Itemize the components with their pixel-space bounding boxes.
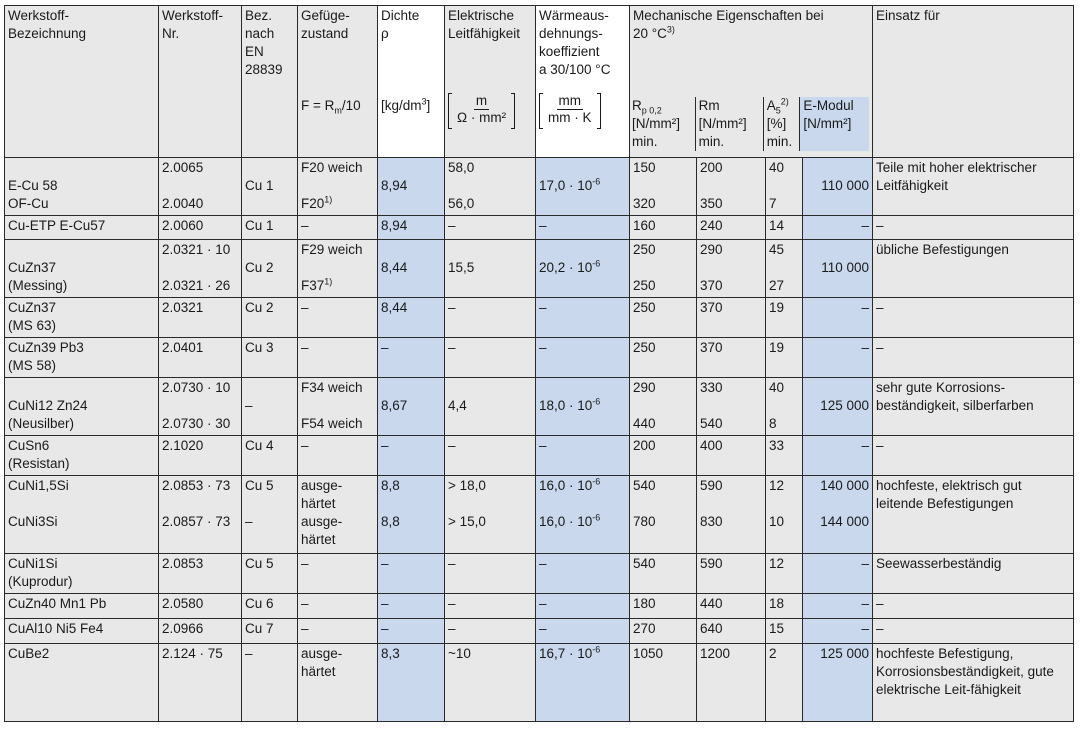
cell-werkstoff-nr: 2.0401 (159, 338, 242, 378)
cell-bezeichnung: CuZn37 (Messing) (5, 240, 159, 298)
cell-einsatz: hochfeste Befestigung, Korrosionsbeständigkeit, gute elektrische Leit-fähigkeit (873, 644, 1074, 722)
cell-einsatz: – (873, 619, 1074, 644)
cell-emodul: – (803, 619, 873, 644)
cell-werkstoff-nr: 2.0321 (159, 298, 242, 338)
table-row (5, 619, 1074, 644)
cell-werkstoff-nr: 2.124 · 75 (159, 644, 242, 722)
cell-rp: 250 250 (630, 240, 697, 298)
table-row (5, 594, 1074, 619)
cell-leitfaehigkeit: 15,5 (445, 240, 536, 298)
cell-bez-en: Cu 4 (242, 436, 298, 476)
cell-waermeausdehnung: $18,0 \cdot 10^{-6}$ (536, 378, 630, 436)
cell-bezeichnung: CuAl10 Ni5 Fe4 (5, 619, 159, 644)
cell-werkstoff-nr: 2.0853 · 73 2.0857 · 73 (159, 476, 242, 554)
cell-leitfaehigkeit: – (445, 594, 536, 619)
cell-einsatz: – (873, 436, 1074, 476)
cell-bezeichnung: E-Cu 58 OF-Cu (5, 158, 159, 216)
table-row (5, 476, 1074, 554)
cell-waermeausdehnung: $16,7 \cdot 10^{-6}$ (536, 644, 630, 722)
cell-emodul: – (803, 338, 873, 378)
cell-a5: 18 (766, 594, 803, 619)
table-row (5, 158, 1074, 216)
cell-einsatz: – (873, 594, 1074, 619)
cell-leitfaehigkeit: – (445, 338, 536, 378)
cell-waermeausdehnung: – (536, 436, 630, 476)
cell-rm: 400 (697, 436, 766, 476)
header-einsatz: Einsatz für (873, 6, 1074, 158)
header-a5: $A_5^{2)}$ [%] min. (763, 97, 800, 151)
cell-rp: 180 (630, 594, 697, 619)
header-rp: $R_{p 0,2}$ [N/mm²] min. (630, 97, 696, 151)
cell-einsatz: – (873, 216, 1074, 240)
header-gefuege: Gefüge- zustand $F = R_m/10$ (298, 6, 378, 158)
cell-bez-en: Cu 7 (242, 619, 298, 644)
cell-emodul: 140 000 144 000 (803, 476, 873, 554)
cell-rm: 1200 (697, 644, 766, 722)
cell-einsatz: – (873, 298, 1074, 338)
cell-rp: 200 (630, 436, 697, 476)
cell-a5: 19 (766, 298, 803, 338)
cell-bezeichnung: CuZn39 Pb3 (MS 58) (5, 338, 159, 378)
cell-a5: 15 (766, 619, 803, 644)
cell-bez-en: Cu 2 (242, 298, 298, 338)
cell-bez-en: Cu 1 (242, 216, 298, 240)
header-werkstoff-nr: Werkstoff- Nr. (159, 6, 242, 158)
cell-a5: 40 8 (766, 378, 803, 436)
cell-dichte: 8,44 (378, 298, 445, 338)
cell-emodul: 125 000 (803, 378, 873, 436)
cell-gefuege: F20 weich F20$^{1)}$ (298, 158, 378, 216)
cell-emodul: 110 000 (803, 240, 873, 298)
cell-leitfaehigkeit: > 18,0 > 15,0 (445, 476, 536, 554)
cell-werkstoff-nr: 2.0065 2.0040 (159, 158, 242, 216)
cell-rp: 270 (630, 619, 697, 644)
mech-subheader (630, 97, 870, 151)
header-werkstoff-bezeichnung: Werkstoff- Bezeichnung (5, 6, 159, 158)
cell-rp: 150 320 (630, 158, 697, 216)
cell-emodul: 125 000 (803, 644, 873, 722)
cell-bezeichnung: CuNi1Si (Kuprodur) (5, 554, 159, 594)
cell-bezeichnung: CuSn6 (Resistan) (5, 436, 159, 476)
table-row (5, 216, 1074, 240)
cell-rp: 250 (630, 338, 697, 378)
cell-bez-en: Cu 3 (242, 338, 298, 378)
table-row (5, 436, 1074, 476)
cell-einsatz: übliche Befestigungen (873, 240, 1074, 298)
cell-gefuege: ausge- härtet ausge- härtet (298, 476, 378, 554)
cell-rm: 440 (697, 594, 766, 619)
cell-rm: 590 830 (697, 476, 766, 554)
cell-gefuege: – (298, 594, 378, 619)
cell-rp: 160 (630, 216, 697, 240)
cell-bezeichnung: CuZn37 (MS 63) (5, 298, 159, 338)
cell-rm: 200 350 (697, 158, 766, 216)
header-waermeausdehnung: Wärmeaus- dehnungs- koeffizient a 30/100 °C $\frac{mm}{mm \cdot K}$ (536, 6, 630, 158)
cell-dichte: – (378, 619, 445, 644)
cell-emodul: – (803, 216, 873, 240)
table-row (5, 378, 1074, 436)
cell-dichte: – (378, 594, 445, 619)
cell-gefuege: – (298, 619, 378, 644)
cell-leitfaehigkeit: ~10 (445, 644, 536, 722)
cell-dichte: – (378, 436, 445, 476)
cell-bezeichnung: CuBe2 (5, 644, 159, 722)
cell-rm: 330 540 (697, 378, 766, 436)
cell-werkstoff-nr: 2.0321 · 10 2.0321 · 26 (159, 240, 242, 298)
cell-a5: 12 10 (766, 476, 803, 554)
cell-emodul: – (803, 436, 873, 476)
cell-bez-en: – (242, 644, 298, 722)
cell-bezeichnung: CuNi1,5Si CuNi3Si (5, 476, 159, 554)
cell-dichte: – (378, 338, 445, 378)
cell-waermeausdehnung: – (536, 216, 630, 240)
cell-gefuege: ausge- härtet (298, 644, 378, 722)
dichte-unit: $[kg/dm^3]$ (381, 96, 431, 113)
cell-werkstoff-nr: 2.0060 (159, 216, 242, 240)
cell-waermeausdehnung: $17,0 \cdot 10^{-6}$ (536, 158, 630, 216)
cell-werkstoff-nr: 2.0730 · 10 2.0730 · 30 (159, 378, 242, 436)
cell-waermeausdehnung: – (536, 594, 630, 619)
cell-leitfaehigkeit: – (445, 216, 536, 240)
cell-dichte: 8,94 (378, 216, 445, 240)
cell-bez-en: Cu 5 – (242, 476, 298, 554)
table-row (5, 240, 1074, 298)
cell-dichte: 8,44 (378, 240, 445, 298)
cell-gefuege: F34 weich F54 weich (298, 378, 378, 436)
header-mechanische-eigenschaften: Mechanische Eigenschaften bei 20 $^\circ C^{3)}$ $R_{p 0,2}$ [N/mm²] min. Rm [N/mm²] min. $A_5^{2)}$ [%] min. E-Modul [N/mm²] (630, 6, 873, 158)
header-emodul: E-Modul [N/mm²] (800, 97, 869, 151)
cell-emodul: – (803, 594, 873, 619)
cell-bez-en: Cu 5 (242, 554, 298, 594)
cell-dichte: 8,94 (378, 158, 445, 216)
cell-rm: 290 370 (697, 240, 766, 298)
cell-rp: 250 (630, 298, 697, 338)
cell-rm: 370 (697, 298, 766, 338)
cell-rp: 540 780 (630, 476, 697, 554)
cell-a5: 14 (766, 216, 803, 240)
table-row (5, 298, 1074, 338)
table-row (5, 554, 1074, 594)
cell-dichte: – (378, 554, 445, 594)
cell-a5: 33 (766, 436, 803, 476)
cell-dichte: 8,8 8,8 (378, 476, 445, 554)
cell-leitfaehigkeit: 4,4 (445, 378, 536, 436)
table-row (5, 644, 1074, 722)
cell-bez-en: Cu 6 (242, 594, 298, 619)
cell-rp: 540 (630, 554, 697, 594)
gefuege-unit: $F = R_m/10$ (301, 98, 361, 116)
cell-emodul: 110 000 (803, 158, 873, 216)
cell-emodul: – (803, 554, 873, 594)
header-dichte: Dichte ρ $[kg/dm^3]$ (378, 6, 445, 158)
cell-a5: 2 (766, 644, 803, 722)
table-row (5, 338, 1074, 378)
cell-bezeichnung: Cu-ETP E-Cu57 (5, 216, 159, 240)
cell-rm: 240 (697, 216, 766, 240)
cell-waermeausdehnung: – (536, 338, 630, 378)
cell-a5: 40 7 (766, 158, 803, 216)
cell-waermeausdehnung: $16,0 \cdot 10^{-6}$ $16,0 \cdot 10^{-6}$ (536, 476, 630, 554)
cell-gefuege: – (298, 554, 378, 594)
cell-einsatz: sehr gute Korrosions-beständigkeit, silberfarben (873, 378, 1074, 436)
werkstoff-table (4, 5, 1074, 722)
cell-einsatz: Seewasserbeständig (873, 554, 1074, 594)
cell-leitfaehigkeit: 58,0 56,0 (445, 158, 536, 216)
cell-bez-en: Cu 1 (242, 158, 298, 216)
header-rm: Rm [N/mm²] min. (695, 97, 763, 151)
cell-leitfaehigkeit: – (445, 619, 536, 644)
cell-gefuege: F29 weich F37$^{1)}$ (298, 240, 378, 298)
header-row (5, 6, 1074, 158)
cell-waermeausdehnung: – (536, 298, 630, 338)
header-leitfaehigkeit: Elektrische Leitfähigkeit $\frac{m}{\text{Ω · mm²}}$ (445, 6, 536, 158)
waerme-unit: $\frac{mm}{mm \cdot K}$ (539, 93, 601, 129)
cell-waermeausdehnung: – (536, 619, 630, 644)
cell-dichte: 8,3 (378, 644, 445, 722)
cell-werkstoff-nr: 2.0966 (159, 619, 242, 644)
cell-leitfaehigkeit: – (445, 436, 536, 476)
cell-gefuege: – (298, 298, 378, 338)
cell-bez-en: – (242, 378, 298, 436)
cell-rm: 370 (697, 338, 766, 378)
cell-bez-en: Cu 2 (242, 240, 298, 298)
cell-werkstoff-nr: 2.1020 (159, 436, 242, 476)
header-bez-en: Bez. nach EN 28839 (242, 6, 298, 158)
cell-einsatz: Teile mit hoher elektrischer Leitfähigkeit (873, 158, 1074, 216)
cell-einsatz: hochfeste, elektrisch gut leitende Befestigungen (873, 476, 1074, 554)
cell-waermeausdehnung: – (536, 554, 630, 594)
cell-werkstoff-nr: 2.0853 (159, 554, 242, 594)
cell-bezeichnung: CuZn40 Mn1 Pb (5, 594, 159, 619)
cell-a5: 12 (766, 554, 803, 594)
cell-a5: 45 27 (766, 240, 803, 298)
cell-rm: 590 (697, 554, 766, 594)
cell-rp: 1050 (630, 644, 697, 722)
cell-einsatz: – (873, 338, 1074, 378)
cell-werkstoff-nr: 2.0580 (159, 594, 242, 619)
cell-leitfaehigkeit: – (445, 554, 536, 594)
leitf-unit: $\frac{m}{\text{Ω · mm²}}$ (448, 93, 515, 129)
cell-emodul: – (803, 298, 873, 338)
cell-leitfaehigkeit: – (445, 298, 536, 338)
cell-gefuege: – (298, 436, 378, 476)
cell-dichte: 8,67 (378, 378, 445, 436)
cell-gefuege: – (298, 338, 378, 378)
cell-bezeichnung: CuNi12 Zn24 (Neusilber) (5, 378, 159, 436)
cell-a5: 19 (766, 338, 803, 378)
cell-waermeausdehnung: $20,2 \cdot 10^{-6}$ (536, 240, 630, 298)
cell-rp: 290 440 (630, 378, 697, 436)
cell-rm: 640 (697, 619, 766, 644)
cell-gefuege: – (298, 216, 378, 240)
